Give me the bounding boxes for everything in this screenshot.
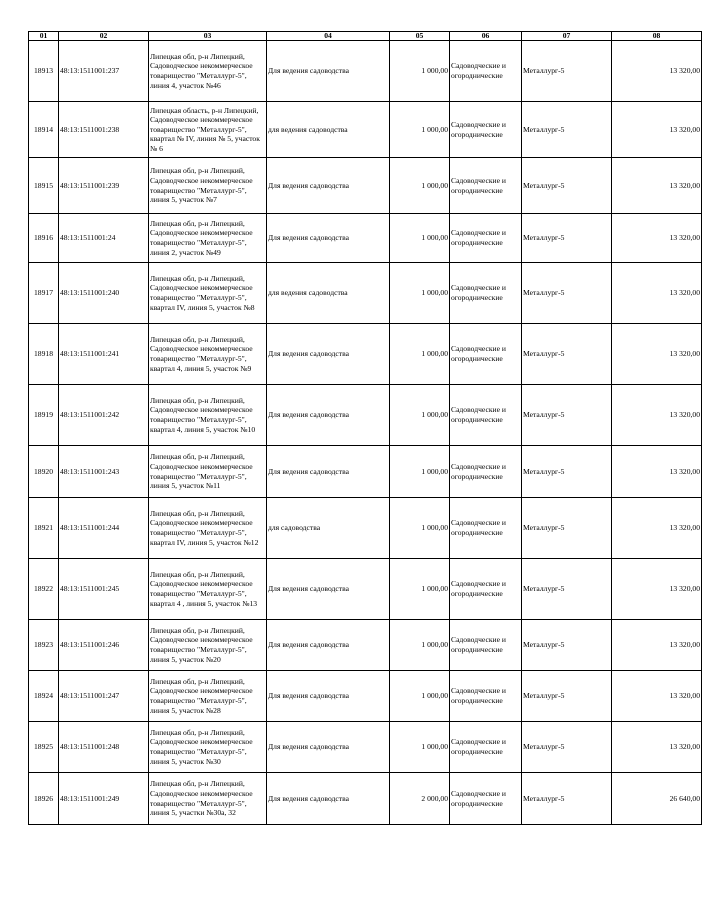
settlement-cell: Металлург-5: [522, 773, 612, 825]
address-text: Липецкая обл, р-н Липецкий, Садоводческое некоммерческое товарищество "Металлург-5", квартал 4, линия 5, участок №9: [150, 334, 253, 373]
plot-number-cell: 18924: [29, 671, 59, 722]
plot-number-cell: 18923: [29, 620, 59, 671]
area-cell: 1 000,00: [390, 620, 450, 671]
column-header-08: 08: [612, 32, 702, 41]
cadastral-value-cell: 26 640,00: [612, 773, 702, 825]
category-cell: Садоводческие и огороднические: [450, 41, 522, 102]
column-header-07: 07: [522, 32, 612, 41]
address-cell: [149, 446, 267, 498]
column-header-02: 02: [59, 32, 149, 41]
area-cell: 1 000,00: [390, 214, 450, 263]
category-cell: Садоводческие и огороднические: [450, 263, 522, 324]
category-cell: Садоводческие и огороднические: [450, 102, 522, 158]
cadastral-value-cell: 13 320,00: [612, 385, 702, 446]
cadastral-value-cell: 13 320,00: [612, 620, 702, 671]
address-text: Липецкая обл, р-н Липецкий, Садоводческое некоммерческое товарищество "Металлург-5", линия 5, участок №20: [150, 625, 253, 664]
category-cell: Садоводческие и огороднические: [450, 158, 522, 214]
area-cell: 2 000,00: [390, 773, 450, 825]
settlement-cell: Металлург-5: [522, 446, 612, 498]
permitted-use-cell: для ведения садоводства: [267, 102, 390, 158]
permitted-use-cell: Для ведения садоводства: [267, 559, 390, 620]
cadastral-number-cell: 48:13:1511001:249: [59, 773, 149, 825]
settlement-cell: Металлург-5: [522, 324, 612, 385]
address-text: Липецкая обл, р-н Липецкий, Садоводческое некоммерческое товарищество "Металлург-5", квартал IV, линия 5, участок №12: [150, 508, 259, 547]
area-cell: 1 000,00: [390, 263, 450, 324]
address-cell: [149, 385, 267, 446]
table-row: [29, 559, 702, 620]
plot-number-cell: 18917: [29, 263, 59, 324]
address-text: Липецкая обл, р-н Липецкий, Садоводческое некоммерческое товарищество "Металлург-5", линия 4, участок №46: [150, 51, 253, 90]
settlement-cell: Металлург-5: [522, 498, 612, 559]
address-cell: [149, 214, 267, 263]
permitted-use-cell: Для ведения садоводства: [267, 671, 390, 722]
cadastral-number-cell: 48:13:1511001:245: [59, 559, 149, 620]
cadastral-number-cell: 48:13:1511001:237: [59, 41, 149, 102]
address-text: Липецкая обл, р-н Липецкий, Садоводческое некоммерческое товарищество "Металлург-5", линия 5, участок №30: [150, 727, 253, 766]
table-row: [29, 41, 702, 102]
permitted-use-cell: Для ведения садоводства: [267, 214, 390, 263]
plot-number-cell: 18916: [29, 214, 59, 263]
category-cell: Садоводческие и огороднические: [450, 214, 522, 263]
address-cell: [149, 773, 267, 825]
table-row: [29, 324, 702, 385]
settlement-cell: Металлург-5: [522, 671, 612, 722]
plot-number-cell: 18919: [29, 385, 59, 446]
settlement-cell: Металлург-5: [522, 158, 612, 214]
permitted-use-cell: Для ведения садоводства: [267, 773, 390, 825]
cadastral-number-cell: 48:13:1511001:248: [59, 722, 149, 773]
plot-number-cell: 18915: [29, 158, 59, 214]
table-header-row: [29, 32, 702, 41]
plot-number-cell: 18922: [29, 559, 59, 620]
permitted-use-cell: Для ведения садоводства: [267, 41, 390, 102]
category-cell: Садоводческие и огороднические: [450, 324, 522, 385]
permitted-use-cell: для ведения садоводства: [267, 263, 390, 324]
address-text: Липецкая обл, р-н Липецкий, Садоводческое некоммерческое товарищество "Металлург-5", линия 5, участок №28: [150, 676, 253, 715]
table-row: [29, 102, 702, 158]
address-cell: [149, 324, 267, 385]
cadastral-value-cell: 13 320,00: [612, 671, 702, 722]
cadastral-number-cell: 48:13:1511001:244: [59, 498, 149, 559]
cadastral-number-cell: 48:13:1511001:246: [59, 620, 149, 671]
settlement-cell: Металлург-5: [522, 263, 612, 324]
category-cell: Садоводческие и огороднические: [450, 446, 522, 498]
cadastral-value-cell: 13 320,00: [612, 324, 702, 385]
settlement-cell: Металлург-5: [522, 385, 612, 446]
column-header-06: 06: [450, 32, 522, 41]
settlement-cell: Металлург-5: [522, 559, 612, 620]
table-row: [29, 671, 702, 722]
address-cell: [149, 559, 267, 620]
address-text: Липецкая обл, р-н Липецкий, Садоводческое некоммерческое товарищество "Металлург-5", линия 5, участок №7: [150, 166, 253, 205]
cadastral-value-cell: 13 320,00: [612, 722, 702, 773]
settlement-cell: Металлург-5: [522, 214, 612, 263]
address-cell: [149, 620, 267, 671]
cadastral-value-cell: 13 320,00: [612, 214, 702, 263]
settlement-cell: Металлург-5: [522, 620, 612, 671]
area-cell: 1 000,00: [390, 498, 450, 559]
address-cell: [149, 41, 267, 102]
settlement-cell: Металлург-5: [522, 722, 612, 773]
table-row: [29, 214, 702, 263]
plot-number-cell: 18921: [29, 498, 59, 559]
cadastral-value-cell: 13 320,00: [612, 158, 702, 214]
plot-number-cell: 18913: [29, 41, 59, 102]
settlement-cell: Металлург-5: [522, 41, 612, 102]
plot-number-cell: 18926: [29, 773, 59, 825]
area-cell: 1 000,00: [390, 102, 450, 158]
permitted-use-cell: Для ведения садоводства: [267, 620, 390, 671]
address-text: Липецкая обл, р-н Липецкий, Садоводческое некоммерческое товарищество "Металлург-5", квартал IV, линия 5, участок №8: [150, 273, 255, 312]
cadastral-value-cell: 13 320,00: [612, 498, 702, 559]
cadastral-number-cell: 48:13:1511001:247: [59, 671, 149, 722]
area-cell: 1 000,00: [390, 41, 450, 102]
cadastral-value-cell: 13 320,00: [612, 263, 702, 324]
address-text: Липецкая обл, р-н Липецкий, Садоводческое некоммерческое товарищество "Металлург-5", квартал 4, линия 5, участок №10: [150, 395, 256, 434]
cadastral-value-cell: 13 320,00: [612, 41, 702, 102]
permitted-use-cell: Для ведения садоводства: [267, 158, 390, 214]
cadastral-value-cell: 13 320,00: [612, 559, 702, 620]
area-cell: 1 000,00: [390, 446, 450, 498]
area-cell: 1 000,00: [390, 158, 450, 214]
land-plots-table: [28, 31, 702, 825]
table-row: [29, 446, 702, 498]
area-cell: 1 000,00: [390, 722, 450, 773]
address-text: Липецкая обл, р-н Липецкий, Садоводческое некоммерческое товарищество "Металлург-5", линия 5, участок №11: [150, 452, 253, 491]
table-row: [29, 158, 702, 214]
area-cell: 1 000,00: [390, 671, 450, 722]
table-body: [29, 41, 702, 825]
column-header-04: 04: [267, 32, 390, 41]
permitted-use-cell: Для ведения садоводства: [267, 385, 390, 446]
category-cell: Садоводческие и огороднические: [450, 385, 522, 446]
plot-number-cell: 18920: [29, 446, 59, 498]
category-cell: Садоводческие и огороднические: [450, 620, 522, 671]
table-row: [29, 773, 702, 825]
category-cell: Садоводческие и огороднические: [450, 722, 522, 773]
permitted-use-cell: Для ведения садоводства: [267, 446, 390, 498]
document-page: [28, 31, 700, 825]
address-cell: [149, 498, 267, 559]
permitted-use-cell: Для ведения садоводства: [267, 324, 390, 385]
category-cell: Садоводческие и огороднические: [450, 773, 522, 825]
permitted-use-cell: для садоводства: [267, 498, 390, 559]
category-cell: Садоводческие и огороднические: [450, 559, 522, 620]
category-cell: Садоводческие и огороднические: [450, 498, 522, 559]
cadastral-number-cell: 48:13:1511001:243: [59, 446, 149, 498]
address-text: Липецкая обл, р-н Липецкий, Садоводческое некоммерческое товарищество "Металлург-5", квартал 4 , линия 5, участок №13: [150, 569, 258, 608]
settlement-cell: Металлург-5: [522, 102, 612, 158]
plot-number-cell: 18918: [29, 324, 59, 385]
permitted-use-cell: Для ведения садоводства: [267, 722, 390, 773]
table-row: [29, 498, 702, 559]
table-row: [29, 620, 702, 671]
area-cell: 1 000,00: [390, 559, 450, 620]
address-text: Липецкая область, р-н Липецкий, Садоводческое некоммерческое товарищество "Металлург-5", квартал № IV, линия № 5, участок № 6: [150, 105, 260, 153]
address-cell: [149, 102, 267, 158]
address-cell: [149, 158, 267, 214]
address-text: Липецкая обл, р-н Липецкий, Садоводческое некоммерческое товарищество "Металлург-5", линия 5, участки №30а, 32: [150, 779, 253, 818]
table-row: [29, 263, 702, 324]
cadastral-number-cell: 48:13:1511001:240: [59, 263, 149, 324]
plot-number-cell: 18925: [29, 722, 59, 773]
area-cell: 1 000,00: [390, 324, 450, 385]
column-header-01: 01: [29, 32, 59, 41]
cadastral-number-cell: 48:13:1511001:241: [59, 324, 149, 385]
address-cell: [149, 722, 267, 773]
cadastral-value-cell: 13 320,00: [612, 102, 702, 158]
cadastral-number-cell: 48:13:1511001:242: [59, 385, 149, 446]
column-header-03: 03: [149, 32, 267, 41]
address-cell: [149, 671, 267, 722]
address-text: Липецкая обл, р-н Липецкий, Садоводческое некоммерческое товарищество "Металлург-5", линия 2, участок №49: [150, 218, 253, 257]
column-header-05: 05: [390, 32, 450, 41]
category-cell: Садоводческие и огороднические: [450, 671, 522, 722]
table-row: [29, 722, 702, 773]
address-cell: [149, 263, 267, 324]
table-row: [29, 385, 702, 446]
cadastral-number-cell: 48:13:1511001:239: [59, 158, 149, 214]
plot-number-cell: 18914: [29, 102, 59, 158]
cadastral-number-cell: 48:13:1511001:24: [59, 214, 149, 263]
cadastral-value-cell: 13 320,00: [612, 446, 702, 498]
area-cell: 1 000,00: [390, 385, 450, 446]
cadastral-number-cell: 48:13:1511001:238: [59, 102, 149, 158]
